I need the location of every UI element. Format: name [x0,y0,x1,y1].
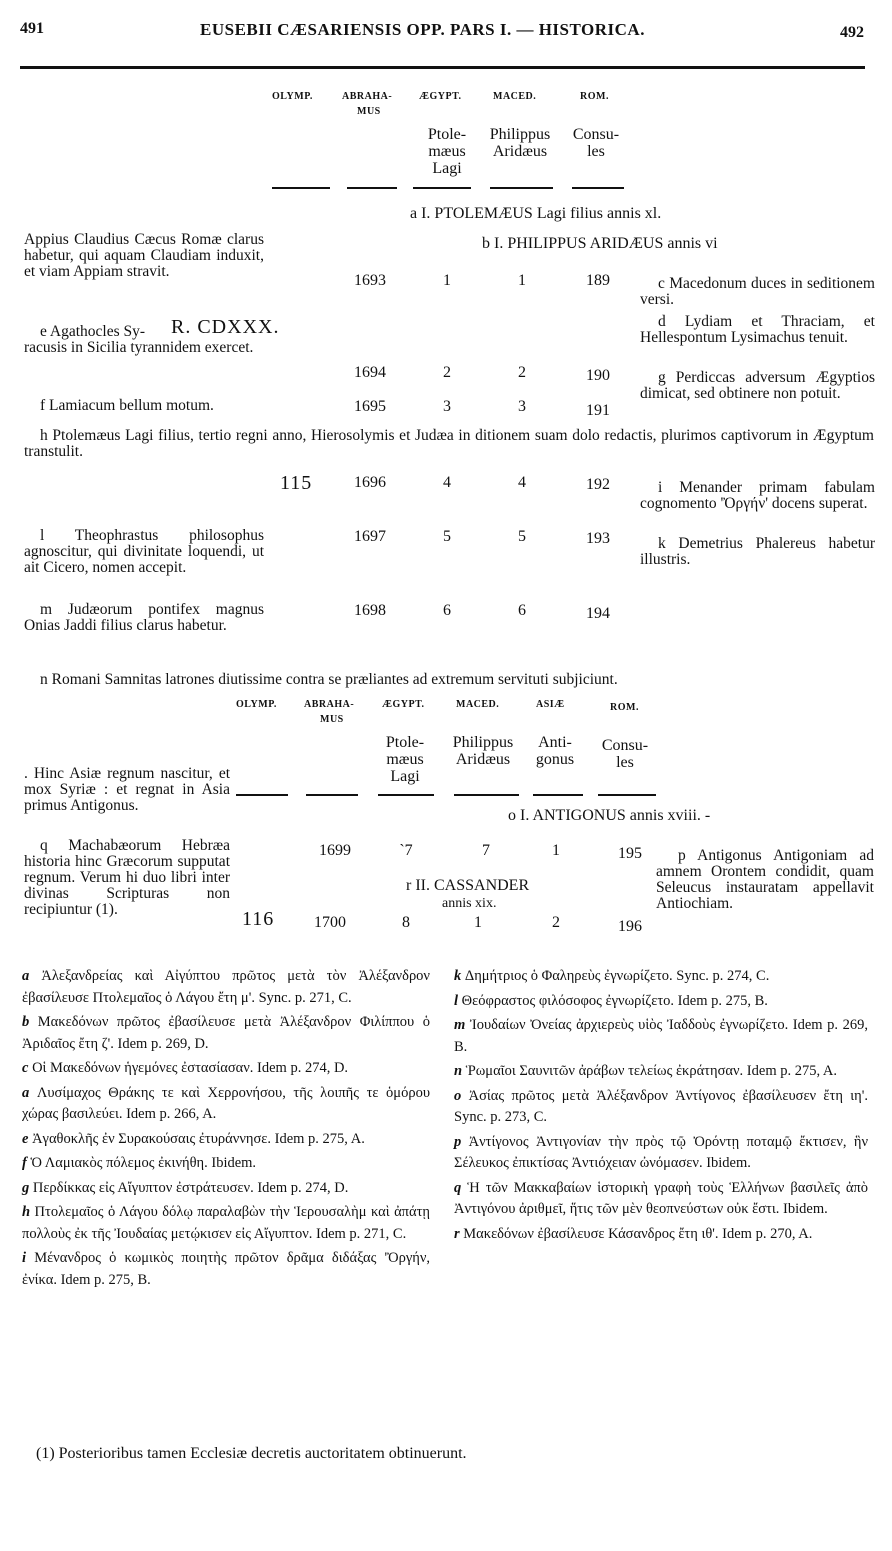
olympiad-cdxxx: R. CDXXX. [171,316,280,338]
row7-abraham: 1699 [319,842,351,859]
row2-maced: 2 [518,364,526,381]
running-title: EUSEBII CÆSARIENSIS OPP. PARS I. — HISTORICA. [200,20,645,39]
entry-lydiam: d Lydiam et Thraciam, et Hellespontum Lysimachus tenuit. [640,313,875,346]
sub-maced: Philippus Aridæus [489,126,551,160]
col2-rule [378,794,434,796]
note-n: n Ῥωμαῖοι Σαυνιτῶν ἀράβων τελείως ἐκράτησαν. Idem p. 275, A. [454,1063,838,1079]
entry-ptolemaeus: h Ptolemæus Lagi filius, tertio regni anno, Hierosolymis et Judæa in ditionem suam dolo redactis, plurimos captivorum in Ægyptum transtulit. [24,427,874,460]
col2-rule [306,794,358,796]
row5-rom: 193 [586,530,610,547]
row5-abraham: 1697 [354,528,386,545]
row3-abraham: 1695 [354,398,386,415]
entry-menander: i Menander primam fabulam cognomento 'Ὀργήν' docens superat. [640,479,875,512]
note-m: m Ἰουδαίων Ὀνείας ἀρχιερεὺς υἱὸς Ἰαδδοὺς ἐγνωρίζετο. Idem p. 269, B. [454,1017,869,1055]
row8-maced: 1 [474,914,482,931]
note-g: g Περδίκκας εἰς Αἴγυπτον ἐστράτευσεν. Idem p. 274, D. [22,1179,349,1196]
row5-aegypt: 5 [443,528,451,545]
row7-aegypt: `7 [399,842,413,859]
olympiad-115: 115 [280,472,313,494]
row3-rom: 191 [586,402,610,419]
col-rule [347,187,397,189]
footnote: (1) Posterioribus tamen Ecclesiæ decretis auctoritatem obtinuerunt. [36,1445,467,1462]
note-i: i Μένανδρος ὁ κωμικὸς ποιητὴς πρῶτον δρᾶμα διδάξας 'Ὀργήν, ἐνίκα. Idem p. 275, B. [22,1250,430,1288]
col2-maced: MACED. [456,699,500,710]
note-p: p Ἀντίγονος Ἀντιγονίαν τὴν πρὸς τῷ Ὀρόντῃ ποταμῷ ἔκτισεν, ἣν Σέλευκος ἐπικτίσας Ἀντιόχειαν ὠνόμασεν. Ibidem. [454,1133,869,1171]
sub2-aegypt: Ptole- mæus Lagi [385,734,425,785]
reign-heading-r-years: annis xix. [442,896,497,911]
entry-perdiccas: g Perdiccas adversum Ægyptios dimicat, sed obtinere non potuit. [640,369,875,402]
col-rule [413,187,471,189]
entry-agathocles-a: e Agathocles Sy- [40,323,146,340]
col-maced: MACED. [493,91,537,102]
row1-rom: 189 [586,272,610,289]
entry-appius: Appius Claudius Cæcus Romæ clarus habetur, qui aquam Claudiam induxit, et viam Appiam stravit. [24,231,264,280]
notes-right-column [454,966,868,1248]
entry-antigonia: p Antigonus Antigoniam ad amnem Orontem condidit, quam Seleucus instauratam appellavit Antiochiam. [656,847,874,912]
entry-asia-regnum: . Hinc Asiæ regnum nascitur, et mox Syriæ : et regnat in Asia primus Antigonus. [24,765,230,814]
row4-aegypt: 4 [443,474,451,491]
entry-onias: m Judæorum pontifex magnus Onias Jaddi filius clarus habetur. [24,601,264,634]
col-rom: ROM. [580,91,609,102]
sub2-rom: Consu- les [601,737,649,771]
col-rule [490,187,553,189]
col2-rule [533,794,583,796]
note-q: q Ἡ τῶν Μακκαβαίων ἱστορικὴ γραφὴ τοὺς Ἑλλήνων βασιλεῖς ἀπὸ Ἀντιγόνου ἀριθμεῖ, ἥτις τῶν μὲν θεοπνεύστων οὐκ ἔστι. Ibidem. [454,1179,869,1217]
note-r: r Μακεδόνων ἐβασίλευσε Κάσανδρος ἔτη ιθ'. Idem p. 270, A. [454,1225,813,1242]
row3-aegypt: 3 [443,398,451,415]
col2-rule [236,794,288,796]
col-abraham-2: MUS [357,106,381,117]
col-rule [272,187,330,189]
note-l: l Θεόφραστος φιλόσοφος ἐγνωρίζετο. Idem p. 275, B. [454,992,768,1009]
note-k: k Δημήτριος ὁ Φαληρεὺς ἐγνωρίζετο. Sync. p. 274, C. [454,968,770,984]
row1-maced: 1 [518,272,526,289]
row2-abraham: 1694 [354,364,386,381]
row7-maced: 7 [482,842,490,859]
col2-olymp: OLYMP. [236,699,277,710]
sub-aegypt: Ptole- mæus Lagi [427,126,467,177]
row4-abraham: 1696 [354,474,386,491]
row4-rom: 192 [586,476,610,493]
entry-macedonum: c Macedonum duces in seditionem versi. [640,275,875,308]
row5-maced: 5 [518,528,526,545]
col2-abraham-2: MUS [320,714,344,725]
entry-theophrastus: l Theophrastus philosophus agnoscitur, qui divinitate loquendi, ut ait Cicero, nomen accepit. [24,527,264,576]
col2-rom: ROM. [610,702,639,713]
left-page-number: 491 [20,20,44,37]
entry-machabaeorum: q Machabæorum Hebræa historia hinc Græcorum supputat regnum. Verum hi duo libri inter divinas Scripturas non recipiuntur (1). [24,837,230,918]
row8-rom: 196 [618,918,642,935]
note-c: c Οἱ Μακεδόνων ἡγεμόνες ἐστασίασαν. Idem p. 274, D. [22,1060,349,1076]
col-aegypt: ÆGYPT. [419,91,462,102]
col2-aegypt: ÆGYPT. [382,699,425,710]
notes-left-column [22,966,430,1294]
sub-rom: Consu- les [572,126,620,160]
reign-heading-o: o I. ANTIGONUS annis xviii. - [508,807,711,824]
col2-abraham: ABRAHA- [304,699,355,710]
reign-heading-a: a I. PTOLEMÆUS Lagi filius annis xl. [410,205,662,222]
row4-maced: 4 [518,474,526,491]
row7-rom: 195 [618,845,642,862]
col2-rule [454,794,519,796]
sub2-asiae: Anti- gonus [535,734,575,768]
row6-rom: 194 [586,605,610,622]
row8-asiae: 2 [552,914,560,931]
note-o: o Ἀσίας πρῶτος μετὰ Ἀλέξανδρον Ἀντίγονος ἐβασίλευσεν ἔτη ιη'. Sync. p. 273, C. [454,1087,868,1125]
row7-asiae: 1 [552,842,560,859]
col2-rule [598,794,656,796]
col-olymp: OLYMP. [272,91,313,102]
row3-maced: 3 [518,398,526,415]
row6-maced: 6 [518,602,526,619]
header-rule [20,66,865,69]
note-e: e Ἀγαθοκλῆς ἐν Συρακούσαις ἐτυράννησε. Idem p. 275, A. [22,1130,365,1147]
row8-aegypt: 8 [402,914,410,931]
note-b: b Μακεδόνων πρῶτος ἐβασίλευσε μετὰ Ἀλέξανδρον Φιλίππου ὁ Ἀριδαῖος ἔτη ζ'. Idem p. 269, D. [22,1014,430,1052]
col-abraham: ABRAHA- [342,91,393,102]
sub2-maced: Philippus Aridæus [452,734,514,768]
olympiad-116: 116 [242,908,275,930]
entry-agathocles-b: racusis in Sicilia tyrannidem exercet. [24,339,254,356]
reign-heading-b: b I. PHILIPPUS ARIDÆUS annis vi [482,235,718,252]
note-a: a Ἀλεξανδρείας καὶ Αἰγύπτου πρῶτος μετὰ τὸν Ἀλέξανδρον ἐβασίλευσε Πτολεμαῖος ὁ Λάγου ἔτη μ'. Sync. p. 271, C. [22,968,430,1006]
row6-aegypt: 6 [443,602,451,619]
row2-aegypt: 2 [443,364,451,381]
row2-rom: 190 [586,367,610,384]
entry-demetrius: k Demetrius Phalereus habetur illustris. [640,535,875,568]
note-h: h Πτολεμαῖος ὁ Λάγου δόλῳ παραλαβὼν τὴν Ἱερουσαλὴμ καὶ ἀπάτῃ πολλοὺς ἐκ τῆς Ἰουδαίας μετῴκισεν εἰς Αἴγυπτον. Idem p. 271, C. [22,1204,431,1242]
col-rule [572,187,624,189]
note-f: f Ὁ Λαμιακὸς πόλεμος ἐκινήθη. Ibidem. [22,1155,257,1171]
col2-asiae: ASIÆ [536,699,565,710]
row1-aegypt: 1 [443,272,451,289]
entry-lamiacum: f Lamiacum bellum motum. [40,397,214,414]
reign-heading-r: r II. CASSANDER [406,877,530,894]
row8-abraham: 1700 [314,914,346,931]
row1-abraham: 1693 [354,272,386,289]
entry-samnitas: n Romani Samnitas latrones diutissime contra se præliantes ad extremum servituti subjiciunt. [40,671,618,688]
right-page-number: 492 [840,24,864,41]
row6-abraham: 1698 [354,602,386,619]
note-d: a Λυσίμαχος Θράκης τε καὶ Χερρονήσου, τῆς λοιπῆς τε ὁμόρου χώρας βασιλεύει. Idem p. 266, A. [22,1084,430,1122]
